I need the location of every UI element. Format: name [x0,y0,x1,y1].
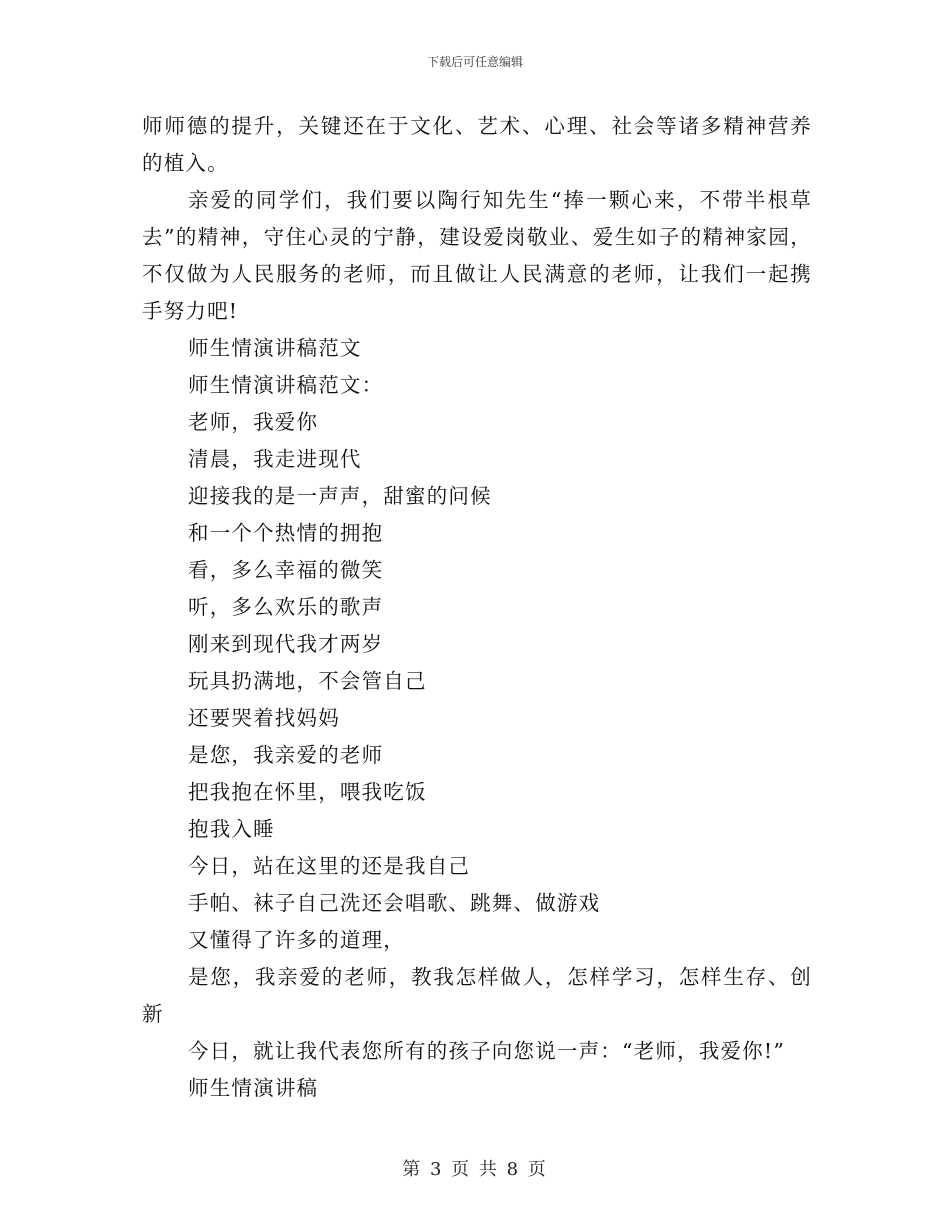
paragraph: 抱我入睡 [188,817,275,841]
paragraph: 师生情演讲稿 [188,1076,319,1100]
paragraph: 玩具扔满地，不会管自己 [188,669,427,693]
paragraph: 今日，站在这里的还是我自己 [188,854,471,878]
paragraph: 刚来到现代我才两岁 [188,632,384,656]
paragraph: 和一个个热情的拥抱 [188,521,384,545]
paragraph: 师生情演讲稿范文 [188,336,362,360]
page-number: 第 3 页 共 8 页 [402,1159,548,1180]
paragraph: 是您，我亲爱的老师，教我怎样做人，怎样学习，怎样生存、创新 [142,965,812,1026]
paragraph: 清晨，我走进现代 [188,447,362,471]
paragraph: 迎接我的是一声声，甜蜜的问候 [188,484,492,508]
paragraph: 听，多么欢乐的歌声 [188,595,384,619]
paragraph: 看，多么幸福的微笑 [188,558,384,582]
paragraph: 师生情演讲稿范文： [188,373,384,397]
header-note: 下载后可任意编辑 [426,55,523,69]
paragraph: 还要哭着找妈妈 [188,706,340,730]
paragraph: 今日，就让我代表您所有的孩子向您说一声：“老师，我爱你!” [188,1039,785,1063]
paragraph: 亲爱的同学们，我们要以陶行知先生“捧一颗心来，不带半根草去”的精神，守住心灵的宁静，建设爱岗敬业、爱生如子的精神家园，不仅做为人民服务的老师，而且做让人民满意的老师，让我们一起携手努力吧! [142,188,812,323]
paragraph: 又懂得了许多的道理， [188,928,405,952]
paragraph: 老师，我爱你 [188,410,319,434]
document-body [142,108,812,1107]
paragraph: 把我抱在怀里，喂我吃饭 [188,780,427,804]
paragraph: 师师德的提升，关键还在于文化、艺术、心理、社会等诸多精神营养的植入。 [142,114,812,175]
paragraph: 是您，我亲爱的老师 [188,743,384,767]
paragraph: 手帕、袜子自己洗还会唱歌、跳舞、做游戏 [188,891,601,915]
